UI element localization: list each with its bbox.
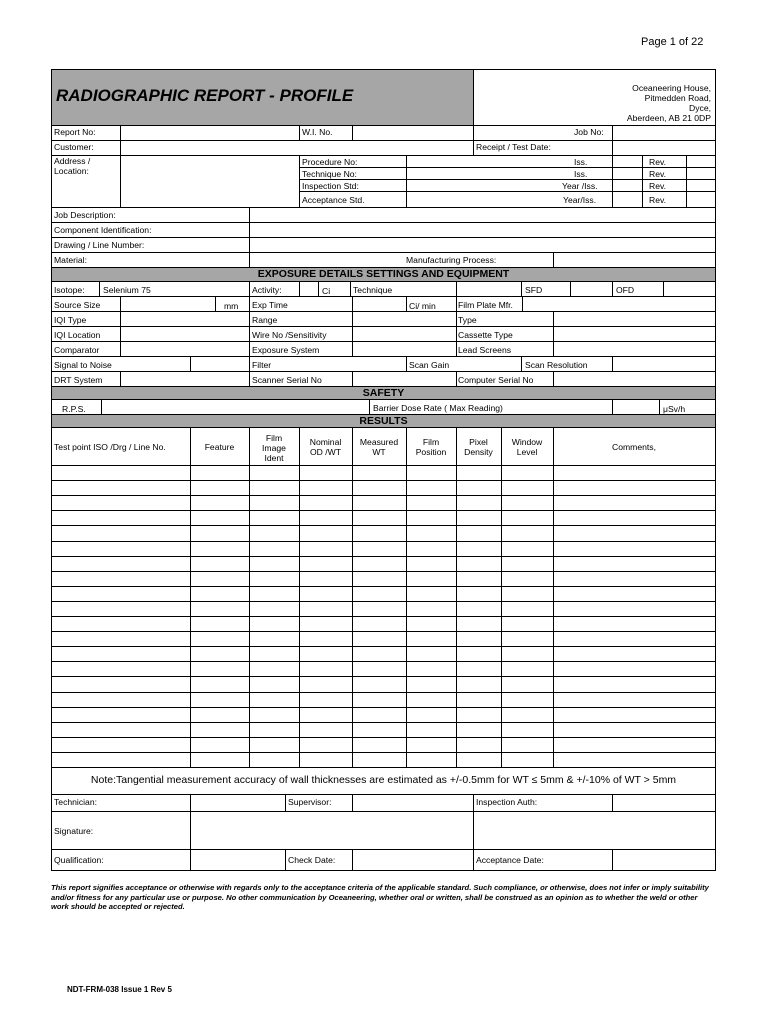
column-header: Pixel Density	[464, 437, 493, 457]
exp-time-label: Exp Time	[252, 300, 288, 310]
iqi-location-label: IQI Location	[54, 330, 101, 340]
column-header: Test point ISO /Drg / Line No.	[54, 442, 166, 452]
column-header: Feature	[204, 442, 235, 452]
lead-screens-label: Lead Screens	[458, 345, 512, 355]
wi-no-label: W.I. No.	[302, 127, 333, 137]
iss-label: Iss.	[574, 169, 588, 179]
table-row-line	[52, 707, 715, 708]
comparator-label: Comparator	[54, 345, 100, 355]
address-line: Oceaneering House,	[632, 83, 711, 93]
exposure-system-label: Exposure System	[252, 345, 320, 355]
form-code: NDT-FRM-038 Issue 1 Rev 5	[67, 985, 172, 994]
range-label: Range	[252, 315, 278, 325]
activity-label: Activity:	[252, 285, 282, 295]
technique-label: Technique	[353, 285, 393, 295]
page-number: Page 1 of 22	[641, 36, 704, 48]
ci-unit: Ci	[322, 286, 331, 296]
ofd-label: OFD	[616, 285, 635, 295]
safety-section-title: SAFETY	[362, 387, 405, 399]
sfd-label: SFD	[525, 285, 543, 295]
exposure-section-title: EXPOSURE DETAILS SETTINGS AND EQUIPMENT	[257, 268, 510, 280]
column-header: Film Image Ident	[262, 433, 286, 463]
table-row-line	[52, 510, 715, 511]
rev-label: Rev.	[649, 157, 667, 167]
address-line: Dyce,	[689, 103, 711, 113]
table-row-line	[52, 616, 715, 617]
year-iss-label: Year /Iss.	[562, 181, 598, 191]
table-row-line	[52, 631, 715, 632]
table-row-line	[52, 601, 715, 602]
address-location-label: Address / Location:	[54, 156, 91, 176]
table-column-line	[501, 427, 502, 767]
drt-system-label: DRT System	[54, 375, 103, 385]
job-description-label: Job Description:	[54, 210, 116, 220]
table-row-line	[52, 676, 715, 677]
qualification-label: Qualification:	[54, 855, 104, 865]
acceptance-date-label: Acceptance Date:	[476, 855, 544, 865]
table-column-line	[553, 427, 554, 767]
job-no-label: Job No:	[574, 127, 604, 137]
rev-label: Rev.	[649, 195, 667, 205]
acceptance-std-label: Acceptance Std.	[302, 195, 365, 205]
address-line: Pitmedden Road,	[644, 93, 711, 103]
column-header: Measured WT	[359, 437, 399, 457]
inspection-std-label: Inspection Std:	[302, 181, 359, 191]
source-size-label: Source Size	[54, 300, 101, 310]
type-label: Type	[458, 315, 477, 325]
table-column-line	[352, 427, 353, 767]
check-date-label: Check Date:	[288, 855, 336, 865]
column-header: Comments,	[612, 442, 656, 452]
scan-resolution-label: Scan Resolution	[525, 360, 588, 370]
signature-label: Signature:	[54, 826, 94, 836]
customer-label: Customer:	[54, 142, 94, 152]
table-row-line	[52, 541, 715, 542]
table-column-line	[299, 427, 300, 767]
table-row-line	[52, 495, 715, 496]
film-plate-mfr-label: Film Plate Mfr.	[458, 300, 513, 310]
manufacturing-process-label: Manufacturing Process:	[406, 255, 497, 265]
disclaimer-text: This report signifies acceptance or otherwise with regards only to the acceptance criteria of the applicable standard. Such compliance, or otherwise, does not infer or imply suitability and/or fitness for any particular use or purpose. No other communication by Oceaneering, whether oral or written, shall be construed as an opinion as to whether the weld or other work should be accepted or rejected.	[51, 883, 709, 911]
table-row-line	[52, 737, 715, 738]
signal-to-noise-label: Signal to Noise	[54, 360, 112, 370]
table-row-line	[52, 571, 715, 572]
measurement-note: Note:Tangential measurement accuracy of wall thicknesses are estimated as +/-0.5mm for WT ≤ 5mm & +/-10% of WT > 5mm	[90, 774, 677, 786]
table-row-line	[52, 646, 715, 647]
cassette-type-label: Cassette Type	[458, 330, 513, 340]
rev-label: Rev.	[649, 169, 667, 179]
column-header: Window Level	[511, 437, 543, 457]
mm-unit: mm	[224, 301, 239, 311]
report-title: RADIOGRAPHIC REPORT - PROFILE	[56, 86, 354, 105]
table-row-line	[52, 722, 715, 723]
isotope-value: Selenium 75	[103, 285, 151, 295]
report-form	[51, 69, 716, 871]
technique-no-label: Technique No:	[302, 169, 357, 179]
table-row-line	[52, 525, 715, 526]
computer-serial-no-label: Computer Serial No	[458, 375, 534, 385]
table-row-line	[52, 661, 715, 662]
inspection-auth-label: Inspection Auth:	[476, 797, 538, 807]
ci-min-unit: Ci/ min	[409, 301, 436, 311]
drawing-line-number-label: Drawing / Line Number:	[54, 240, 145, 250]
scan-gain-label: Scan Gain	[409, 360, 450, 370]
results-section-title: RESULTS	[359, 415, 408, 427]
table-row-line	[52, 556, 715, 557]
isotope-label: Isotope:	[54, 285, 85, 295]
dose-unit: μSv/h	[663, 404, 686, 414]
barrier-dose-rate-label: Barrier Dose Rate ( Max Reading)	[373, 403, 503, 413]
table-column-line	[190, 427, 191, 767]
iqi-type-label: IQI Type	[54, 315, 87, 325]
technician-label: Technician:	[54, 797, 97, 807]
year-iss-label: Year/Iss.	[563, 195, 597, 205]
rev-label: Rev.	[649, 181, 667, 191]
receipt-test-date-label: Receipt / Test Date:	[476, 142, 551, 152]
table-row-line	[52, 586, 715, 587]
table-column-line	[456, 427, 457, 767]
filter-label: Filter	[252, 360, 272, 370]
table-row-line	[52, 480, 715, 481]
iss-label: Iss.	[574, 157, 588, 167]
address-line: Aberdeen, AB 21 0DP	[626, 113, 711, 123]
table-row-line	[52, 692, 715, 693]
table-column-line	[406, 427, 407, 767]
column-header: Film Position	[415, 437, 447, 457]
rps-label: R.P.S.	[62, 404, 86, 414]
component-identification-label: Component Identification:	[54, 225, 152, 235]
table-row-line	[52, 752, 715, 753]
scanner-serial-no-label: Scanner Serial No	[252, 375, 322, 385]
table-column-line	[249, 427, 250, 767]
wire-no-sensitivity-label: Wire No /Sensitivity	[252, 330, 327, 340]
procedure-no-label: Procedure No:	[302, 157, 358, 167]
report-no-label: Report No:	[54, 127, 96, 137]
column-header: Nominal OD /WT	[309, 437, 342, 457]
material-label: Material:	[54, 255, 87, 265]
supervisor-label: Supervisor:	[288, 797, 332, 807]
